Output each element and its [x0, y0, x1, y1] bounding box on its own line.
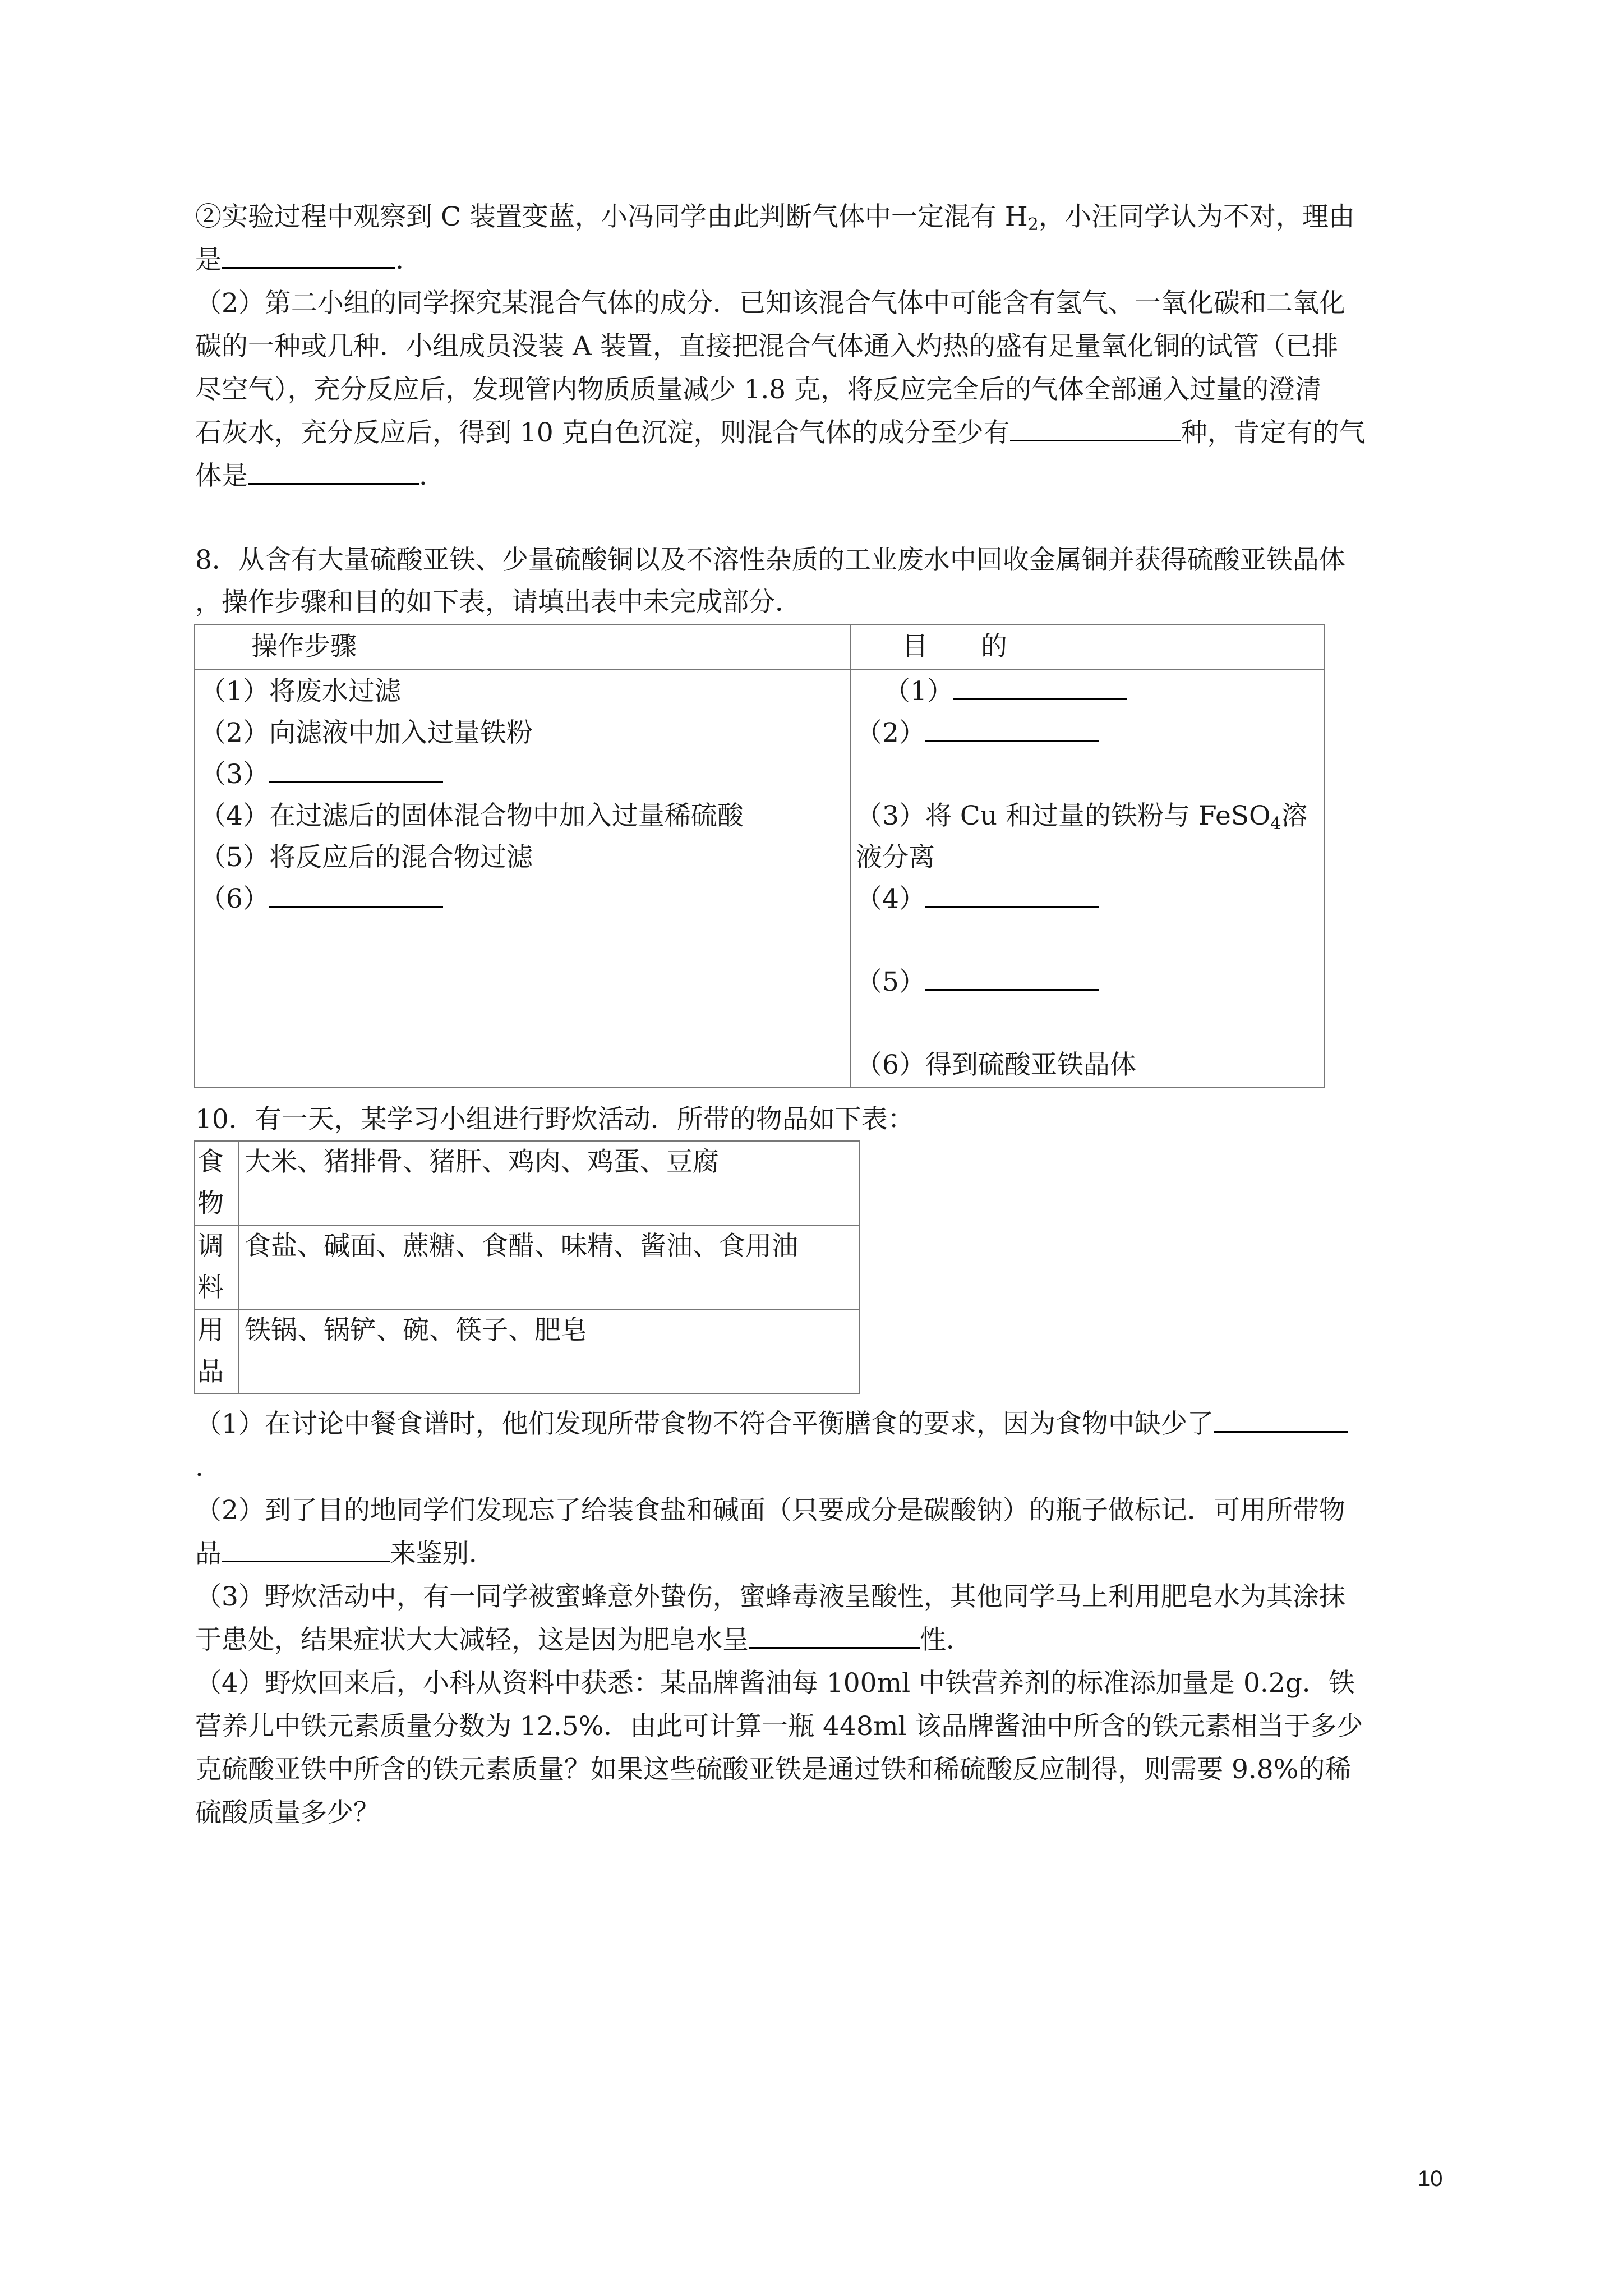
q10-s2-line2: 品 来鉴别． [195, 1532, 1446, 1575]
row-label: 用 品 [195, 1309, 238, 1393]
table-row [195, 1141, 860, 1225]
purpose-3: （3）将 Cu 和过量的铁粉与 FeSO$_4$溶液分离 [856, 800, 1308, 873]
row-content: 食盐、碱面、蔗糖、食醋、味精、酱油、食用油 [238, 1225, 860, 1309]
answer-blank[interactable] [925, 962, 1099, 991]
steps-cell [195, 669, 851, 1088]
step-2: （2）向滤液中加入过量铁粉 [200, 717, 533, 748]
header-purpose: 目 的 [851, 624, 1324, 669]
q10-table [194, 1140, 860, 1394]
q10-s3-line1: （3）野炊活动中，有一同学被蜜蜂意外蛰伤，蜜蜂毒液呈酸性，其他同学马上利用肥皂水为其涂抹 [195, 1581, 1345, 1612]
answer-blank[interactable] [749, 1620, 920, 1649]
answer-blank[interactable] [222, 240, 395, 269]
purpose-4: （4） [856, 878, 1319, 920]
q7-sub2-line3: 尽空气），充分反应后，发现管内物质质量减少 1.8 克，将反应完全后的气体全部通入过量的澄清 [195, 374, 1322, 405]
step-4: （4）在过滤后的固体混合物中加入过量稀硫酸 [200, 800, 744, 831]
answer-blank[interactable] [953, 671, 1127, 700]
purpose-1: （1） [856, 671, 1319, 712]
q10-s4-line4: 硫酸质量多少？ [195, 1797, 380, 1828]
header-steps: 操作步骤 [195, 624, 851, 669]
step-1: （1）将废水过滤 [200, 676, 401, 707]
q10-s2-line1: （2）到了目的地同学们发现忘了给装食盐和碱面（只要成分是碳酸钠）的瓶子做标记．可用所带物 [195, 1495, 1345, 1526]
answer-blank[interactable] [925, 713, 1099, 742]
row-content: 铁锅、锅铲、碗、筷子、肥皂 [238, 1309, 860, 1393]
row-content: 大米、猪排骨、猪肝、鸡肉、鸡蛋、豆腐 [238, 1141, 860, 1225]
purpose-6: （6）得到硫酸亚铁晶体 [856, 1050, 1136, 1080]
step-3: （3） [200, 754, 846, 795]
row-label: 食 物 [195, 1141, 238, 1225]
q10-s4-line2: 营养儿中铁元素质量分数为 12.5%．由此可计算一瓶 448ml 该品牌酱油中所含的铁元素相当于多少 [195, 1711, 1363, 1742]
answer-blank[interactable] [925, 879, 1099, 908]
table-row [195, 669, 1324, 1088]
table-header-row [195, 624, 1324, 669]
q10-intro: 10．有一天，某学习小组进行野炊活动．所带的物品如下表： [195, 1104, 914, 1135]
q7-sub2-line2: 碳的一种或几种．小组成员没装 A 装置，直接把混合气体通入灼热的盛有足量氧化铜的试管（已排 [195, 331, 1338, 362]
q8-table [194, 624, 1325, 1088]
spacer [856, 920, 1319, 961]
q7-part2-line1: ②实验过程中观察到 C 装置变蓝，小冯同学由此判断气体中一定混有 $H_2$，小汪同学认为不对，理由 [195, 201, 1355, 234]
q8-line1: 8．从含有大量硫酸亚铁、少量硫酸铜以及不溶性杂质的工业废水中回收金属铜并获得硫酸亚铁晶体 [195, 545, 1345, 576]
table-row [195, 1309, 860, 1393]
answer-blank[interactable] [269, 754, 443, 783]
answer-blank[interactable] [269, 879, 443, 908]
answer-blank[interactable] [1214, 1404, 1348, 1433]
table-row [195, 1225, 860, 1309]
spacer [856, 754, 1319, 795]
spacer [856, 1003, 1319, 1045]
answer-blank[interactable] [1010, 413, 1181, 441]
purpose-2: （2） [856, 712, 1319, 754]
step-6: （6） [200, 878, 846, 920]
q8-line2: ，操作步骤和目的如下表，请填出表中未完成部分． [195, 587, 801, 618]
q7-part2-line2: 是 . [195, 238, 1446, 282]
page-number: 10 [1418, 2166, 1443, 2191]
q10-s3-line2: 于患处，结果症状大大减轻，这是因为肥皂水呈 性． [195, 1618, 1446, 1662]
q7-sub2-line5: 体是 . [195, 454, 1446, 498]
q7-sub2-line1: （2）第二小组的同学探究某混合气体的成分．已知该混合气体中可能含有氢气、一氧化碳和二氧化 [195, 288, 1345, 319]
answer-blank[interactable] [222, 1534, 390, 1562]
purpose-5: （5） [856, 961, 1319, 1003]
q10-s1-line1: （1）在讨论中餐食谱时，他们发现所带食物不符合平衡膳食的要求，因为食物中缺少了 [195, 1402, 1446, 1446]
q7-sub2-line4: 石灰水，充分反应后，得到 10 克白色沉淀，则混合气体的成分至少有 种，肯定有的气 [195, 411, 1446, 454]
row-label: 调 料 [195, 1225, 238, 1309]
step-5: （5）将反应后的混合物过滤 [200, 842, 533, 873]
q10-s4-line1: （4）野炊回来后，小科从资料中获悉：某品牌酱油每 100ml 中铁营养剂的标准添加量是 0.2g．铁 [195, 1668, 1355, 1699]
q10-s4-line3: 克硫酸亚铁中所含的铁元素质量？如果这些硫酸亚铁是通过铁和稀硫酸反应制得，则需要 9.8%的稀 [195, 1754, 1352, 1785]
answer-blank[interactable] [248, 456, 419, 485]
purposes-cell [851, 669, 1324, 1088]
q10-s1-line2: . [195, 1452, 204, 1483]
